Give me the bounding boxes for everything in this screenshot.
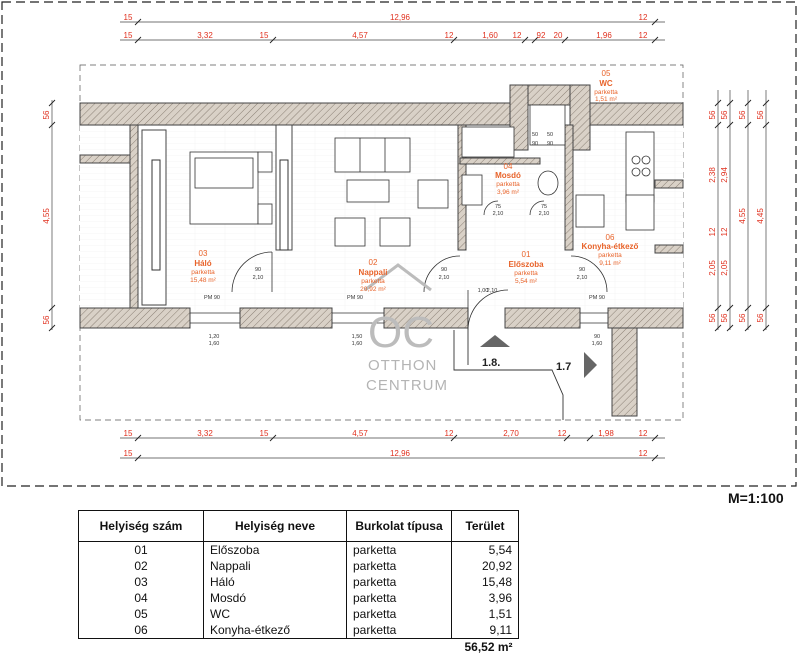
dim-bottom-inner: 15 bbox=[123, 429, 133, 438]
svg-text:Háló: Háló bbox=[194, 259, 212, 268]
dim-bottom-outer: 15 bbox=[123, 449, 133, 458]
svg-text:20,92 m²: 20,92 m² bbox=[360, 286, 386, 293]
dim-right-1: 12 bbox=[708, 227, 717, 237]
svg-text:Konyha-étkező: Konyha-étkező bbox=[581, 242, 639, 251]
svg-text:parketta: parketta bbox=[361, 278, 385, 285]
svg-text:Előszoba: Előszoba bbox=[508, 260, 544, 269]
dim-top-inner: 15 bbox=[259, 31, 269, 40]
stair-label-2: 1.7 bbox=[556, 361, 572, 373]
cell-floor: parketta bbox=[347, 558, 452, 574]
table-row bbox=[79, 574, 519, 590]
stair-arrow-up bbox=[480, 335, 510, 347]
svg-text:75: 75 bbox=[540, 204, 548, 210]
table-row bbox=[79, 606, 519, 622]
svg-text:PM 90: PM 90 bbox=[589, 295, 605, 301]
dim-bottom-inner: 12 bbox=[444, 429, 454, 438]
svg-text:PM 90: PM 90 bbox=[347, 295, 363, 301]
cell-area: 15,48 bbox=[452, 574, 519, 590]
svg-text:3,96 m²: 3,96 m² bbox=[496, 189, 520, 196]
dim-right-2: 56 bbox=[720, 110, 729, 120]
dim-top-inner: 12 bbox=[444, 31, 454, 40]
cell-name: Konyha-étkező bbox=[204, 622, 347, 639]
table-header-row bbox=[79, 511, 519, 542]
dim-top-inner: 1,60 bbox=[482, 31, 498, 40]
dim-bottom-outer: 12 bbox=[638, 449, 648, 458]
cell-number: 06 bbox=[79, 622, 204, 639]
cell-area: 9,11 bbox=[452, 622, 519, 639]
header-room-number: Helyiség szám bbox=[79, 511, 204, 542]
dim-top-inner: 92 bbox=[536, 31, 546, 40]
header-room-name: Helyiség neve bbox=[204, 511, 347, 542]
svg-text:1,60: 1,60 bbox=[351, 341, 363, 347]
table-row bbox=[79, 622, 519, 639]
total-row bbox=[79, 639, 519, 656]
corridor bbox=[454, 330, 563, 420]
dim-bottom-inner: 12 bbox=[638, 429, 648, 438]
stair-label-1: 1.8. bbox=[482, 357, 501, 369]
cell-floor: parketta bbox=[347, 542, 452, 559]
cell-area: 5,54 bbox=[452, 542, 519, 559]
dim-top-inner: 20 bbox=[553, 31, 563, 40]
dim-right-1: 56 bbox=[708, 110, 717, 120]
dim-top-outer: 12,96 bbox=[389, 13, 411, 22]
cell-area: 3,96 bbox=[452, 590, 519, 606]
cell-number: 02 bbox=[79, 558, 204, 574]
svg-text:1,60: 1,60 bbox=[208, 341, 220, 347]
dim-right-3: 56 bbox=[738, 110, 747, 120]
dim-right-2: 56 bbox=[720, 313, 729, 323]
svg-text:5,54 m²: 5,54 m² bbox=[514, 278, 538, 285]
svg-text:2,10: 2,10 bbox=[576, 275, 588, 281]
svg-text:01: 01 bbox=[521, 250, 531, 259]
svg-text:02: 02 bbox=[368, 258, 378, 267]
svg-text:2,10: 2,10 bbox=[492, 211, 504, 217]
cell-floor: parketta bbox=[347, 574, 452, 590]
dim-top-inner: 12 bbox=[512, 31, 522, 40]
dim-top-outer: 15 bbox=[123, 13, 133, 22]
table-row bbox=[79, 558, 519, 574]
svg-text:1,60: 1,60 bbox=[591, 341, 603, 347]
dim-left: 56 bbox=[42, 110, 51, 120]
dim-top-outer: 12 bbox=[638, 13, 648, 22]
dim-bottom-inner: 15 bbox=[259, 429, 269, 438]
room-table bbox=[78, 510, 519, 655]
cell-number: 05 bbox=[79, 606, 204, 622]
dim-right-1: 56 bbox=[708, 313, 717, 323]
svg-text:Mosdó: Mosdó bbox=[495, 171, 521, 180]
cell-floor: parketta bbox=[347, 622, 452, 639]
svg-text:parketta: parketta bbox=[191, 269, 215, 276]
svg-text:90: 90 bbox=[531, 141, 539, 147]
dim-right-2: 2,94 bbox=[720, 167, 729, 183]
table-row bbox=[79, 590, 519, 606]
svg-text:1,00: 1,00 bbox=[477, 288, 489, 294]
cell-number: 01 bbox=[79, 542, 204, 559]
dim-top-inner: 12 bbox=[638, 31, 648, 40]
dim-bottom-inner: 3,32 bbox=[197, 429, 213, 438]
dim-right-4: 4,45 bbox=[756, 208, 765, 224]
cell-number: 04 bbox=[79, 590, 204, 606]
svg-text:1,50: 1,50 bbox=[351, 334, 363, 340]
svg-text:2,10: 2,10 bbox=[252, 275, 264, 281]
cell-floor: parketta bbox=[347, 606, 452, 622]
svg-text:90: 90 bbox=[593, 334, 601, 340]
header-area: Terület bbox=[452, 511, 519, 542]
cell-name: Háló bbox=[204, 574, 347, 590]
svg-text:parketta: parketta bbox=[514, 270, 538, 277]
svg-text:PM 90: PM 90 bbox=[204, 295, 220, 301]
svg-text:9,11 m²: 9,11 m² bbox=[599, 260, 621, 267]
header-floor-type: Burkolat típusa bbox=[347, 511, 452, 542]
cell-name: Mosdó bbox=[204, 590, 347, 606]
room-05 bbox=[594, 69, 618, 103]
svg-text:06: 06 bbox=[605, 233, 615, 242]
svg-text:75: 75 bbox=[494, 204, 502, 210]
dim-top-inner: 4,57 bbox=[352, 31, 368, 40]
svg-text:parketta: parketta bbox=[598, 252, 622, 259]
svg-text:2,10: 2,10 bbox=[438, 275, 450, 281]
dim-top-inner: 3,32 bbox=[197, 31, 213, 40]
svg-text:parketta: parketta bbox=[496, 181, 520, 188]
cell-floor: parketta bbox=[347, 590, 452, 606]
svg-text:WC: WC bbox=[599, 79, 613, 88]
dim-top-inner: 1,96 bbox=[596, 31, 612, 40]
svg-text:2,10: 2,10 bbox=[538, 211, 550, 217]
svg-text:90: 90 bbox=[254, 267, 262, 273]
svg-text:90: 90 bbox=[440, 267, 448, 273]
cell-name: Előszoba bbox=[204, 542, 347, 559]
dim-bottom-inner: 2,70 bbox=[503, 429, 519, 438]
svg-text:05: 05 bbox=[601, 69, 611, 78]
svg-text:90: 90 bbox=[546, 141, 554, 147]
dim-bottom-inner: 1,98 bbox=[598, 429, 614, 438]
cell-number: 03 bbox=[79, 574, 204, 590]
total-area: 56,52 m² bbox=[464, 640, 513, 654]
svg-text:50: 50 bbox=[531, 132, 539, 138]
dim-right-4: 56 bbox=[756, 313, 765, 323]
logo-mark: OC bbox=[368, 308, 434, 357]
svg-text:03: 03 bbox=[198, 249, 208, 258]
table-row bbox=[79, 542, 519, 559]
dim-top-inner: 15 bbox=[123, 31, 133, 40]
cell-area: 20,92 bbox=[452, 558, 519, 574]
svg-text:1,51 m²: 1,51 m² bbox=[594, 96, 618, 103]
dim-bottom-inner: 4,57 bbox=[352, 429, 368, 438]
dim-right-2: 12 bbox=[720, 227, 729, 237]
svg-text:04: 04 bbox=[503, 162, 513, 171]
svg-text:2,10: 2,10 bbox=[486, 288, 498, 294]
svg-text:15,48 m²: 15,48 m² bbox=[190, 277, 216, 284]
cell-name: Nappali bbox=[204, 558, 347, 574]
svg-text:90: 90 bbox=[578, 267, 586, 273]
svg-text:Nappali: Nappali bbox=[358, 268, 388, 277]
svg-text:1,20: 1,20 bbox=[208, 334, 220, 340]
dim-right-3: 4,55 bbox=[738, 208, 747, 224]
svg-text:50: 50 bbox=[546, 132, 554, 138]
dim-right-1: 2,05 bbox=[708, 260, 717, 276]
cell-area: 1,51 bbox=[452, 606, 519, 622]
logo-line-2: CENTRUM bbox=[366, 377, 448, 394]
dim-right-4: 56 bbox=[756, 110, 765, 120]
dim-bottom-outer: 12,96 bbox=[389, 449, 411, 458]
stair-arrow-right bbox=[584, 352, 597, 378]
dim-right-2: 2,05 bbox=[720, 260, 729, 276]
cell-name: WC bbox=[204, 606, 347, 622]
logo-line-1: OTTHON bbox=[368, 357, 438, 374]
dim-left: 56 bbox=[42, 315, 51, 325]
dim-right-1: 2,38 bbox=[708, 167, 717, 183]
svg-text:parketta: parketta bbox=[594, 89, 618, 96]
scale-label: M=1:100 bbox=[728, 490, 784, 506]
dim-right-3: 56 bbox=[738, 313, 747, 323]
dim-bottom-inner: 12 bbox=[557, 429, 567, 438]
dim-left: 4,55 bbox=[42, 208, 51, 224]
